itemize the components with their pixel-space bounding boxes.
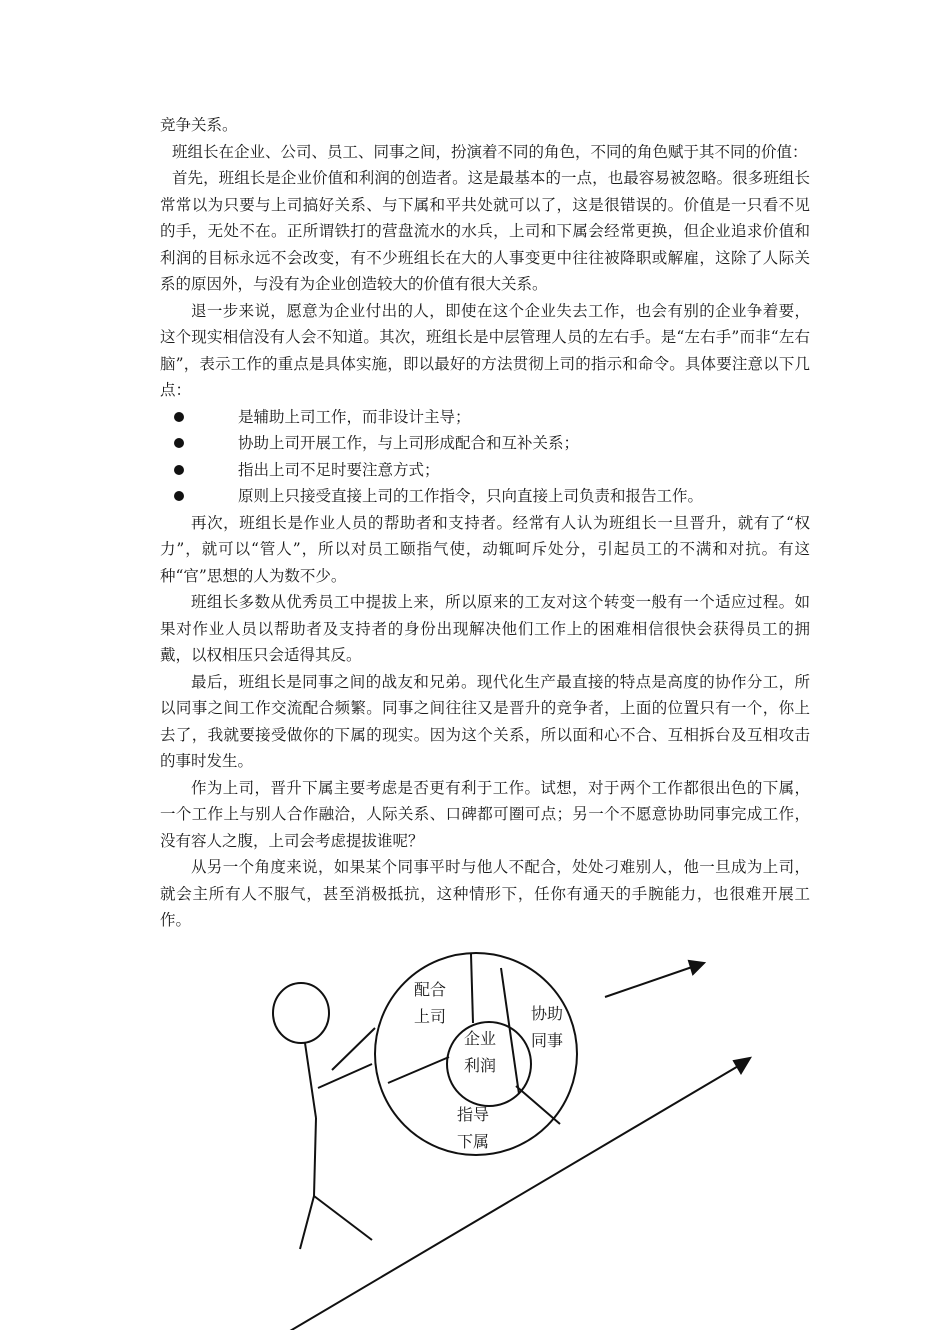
figure-lower-arm (318, 1064, 372, 1088)
paragraph-second-role: 退一步来说，愿意为企业付出的人，即使在这个企业失去工作，也会有别的企业争着要，这个现实相信没有人会不知道。其次，班组长是中层管理人员的左右手。是“左右手”而非“左右脑”，表示工作的重点是具体实施，即以最好的方法贯彻上司的指示和命令。具体要注意以下几点： (160, 301, 810, 399)
bullet-icon (174, 491, 184, 501)
figure-front-leg (314, 1196, 372, 1240)
paragraph-third-role: 再次，班组长是作业人员的帮助者和支持者。经常有人认为班组长一旦晋升，就有了“权力”，就可以“管人”，所以对员工颐指气使，动辄呵斥处分，引起员工的不满和对抗。有这种“官”思想的人为数不少。 (160, 513, 810, 585)
slope-arrowhead (734, 1058, 750, 1073)
segment-label-right: 协助 同事 (530, 1004, 563, 1050)
bullet-list (160, 404, 810, 510)
upper-arrow-line (605, 966, 695, 997)
bullet-icon (174, 438, 184, 448)
paragraph-another-angle: 从另一个角度来说，如果某个同事平时与他人不配合，处处刁难别人，他一旦成为上司，就会主所有人不服气，甚至消极抵抗，这种情形下，任你有通天的手腕能力，也很难开展工作。 (160, 858, 810, 929)
paragraph-continuation: 竞争关系。 (160, 116, 238, 134)
list-item: 协助上司开展工作，与上司形成配合和互补关系； (160, 430, 810, 457)
figure-back-leg (300, 1196, 314, 1249)
bullet-icon (174, 465, 184, 475)
divider-top (471, 954, 473, 1023)
figure-body (314, 1118, 316, 1196)
figure-head (273, 983, 329, 1043)
list-item: 原则上只接受直接上司的工作指令，只向直接上司负责和报告工作。 (160, 483, 810, 510)
paragraph-promotion: 班组长多数从优秀员工中提拔上来，所以原来的工友对这个转变一般有一个适应过程。如果对作业人员以帮助者及支持者的身份出现解决他们工作上的困难相信很快会获得员工的拥戴，以权相压只会适得其反。 (160, 593, 810, 664)
list-item: 是辅助上司工作，而非设计主导； (160, 404, 810, 431)
segment-label-bottom: 指导 下属 (456, 1105, 489, 1151)
figure-neck (305, 1043, 316, 1118)
segment-label-top-left: 配合 上司 (413, 980, 446, 1026)
bullet-icon (174, 412, 184, 422)
center-label: 企业 利润 (463, 1029, 496, 1075)
figure-upper-arm (332, 1028, 375, 1070)
divider-bottom-right (516, 1086, 560, 1124)
stick-figure-diagram (0, 930, 950, 1330)
divider-left (388, 1057, 449, 1083)
list-item: 指出上司不足时要注意方式； (160, 457, 810, 484)
upper-arrowhead (689, 961, 704, 974)
paragraph-fourth-role: 最后，班组长是同事之间的战友和兄弟。现代化生产最直接的特点是高度的协作分工，所以同事之间工作交流配合频繁。同事之间往往又是晋升的竞争者，上面的位置只有一个，你上去了，我就要接受做你的下属的现实。因为这个关系，所以面和心不合、互相拆台及互相攻击的事时发生。 (160, 672, 810, 770)
document-body (160, 112, 810, 934)
paragraph-intro: 班组长在企业、公司、员工、同事之间，扮演着不同的角色，不同的角色赋于其不同的价值： (172, 142, 808, 161)
paragraph-as-superior: 作为上司，晋升下属主要考虑是否更有利于工作。试想，对于两个工作都很出色的下属，一个工作上与别人合作融洽，人际关系、口碑都可圈可点；另一个不愿意协助同事完成工作，没有容人之腹，上司会考虑提拔谁呢？ (160, 778, 810, 850)
paragraph-first-role: 首先，班组长是企业价值和利润的创造者。这是最基本的一点，也最容易被忽略。很多班组长常常以为只要与上司搞好关系、与下属和平共处就可以了，这是很错误的。价值是一只看不见的手，无处不在。正所谓铁打的营盘流水的水兵，上司和下属会经常更换，但企业追求价值和利润的目标永远不会改变，有不少班组长在大的人事变更中往往被降职或解雇，这除了人际关系的原因外，与没有为企业创造较大的价值有很大关系。 (160, 169, 810, 293)
